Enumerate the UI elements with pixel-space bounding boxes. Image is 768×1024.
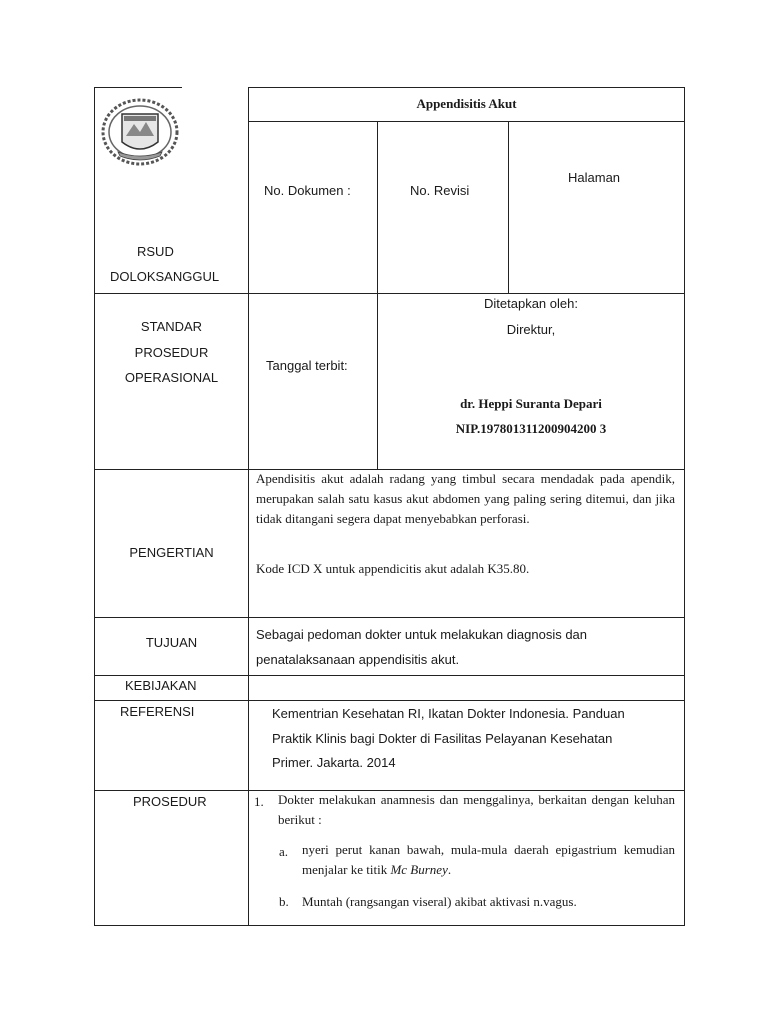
referensi-line1: Kementrian Kesehatan RI, Ikatan Dokter Indonesia. Panduan [272, 706, 625, 721]
no-revisi-label: No. Revisi [410, 183, 470, 198]
referensi-label: REFERENSI [120, 704, 195, 719]
prosedur-label: PROSEDUR [133, 794, 207, 809]
tanggal-terbit-label: Tanggal terbit: [266, 358, 348, 373]
org-name-line1: RSUD [137, 244, 174, 259]
pengertian-text: Apendisitis akut adalah radang yang timbul secara mendadak pada apendik, merupakan salah satu kasus akut abdomen yang paling sering ditemui, dan jika tidak ditangani segera dapat menyebabkan perforasi. [256, 471, 675, 526]
prosedur-item1-text: Dokter melakukan anamnesis dan menggalinya, berkaitan dengan keluhan berikut : [278, 792, 675, 827]
sop-line2: PROSEDUR [134, 345, 209, 360]
document-title: Appendisitis Akut [416, 96, 517, 111]
tujuan-line2: penatalaksanaan appendisitis akut. [256, 652, 460, 667]
sop-line1: STANDAR [140, 319, 203, 334]
referensi-line2: Praktik Klinis bagi Dokter di Fasilitas Pelayanan Kesehatan [272, 731, 613, 746]
tujuan-label: TUJUAN [145, 635, 198, 650]
kebijakan-label: KEBIJAKAN [125, 678, 197, 693]
pengertian-label: PENGERTIAN [129, 545, 214, 560]
tujuan-line1: Sebagai pedoman dokter untuk melakukan diagnosis dan [256, 627, 588, 642]
hospital-logo-emblem [100, 98, 180, 166]
direktur-label: Direktur, [506, 322, 556, 337]
halaman-label: Halaman [568, 170, 621, 185]
prosedur-item-a-label: a. [279, 844, 289, 859]
director-name: dr. Heppi Suranta Depari [460, 396, 602, 411]
prosedur-item1-number: 1. [254, 794, 264, 809]
director-nip: NIP.197801311200904200 3 [455, 421, 607, 436]
no-dokumen-label: No. Dokumen : [264, 183, 351, 198]
prosedur-item-b-text: Muntah (rangsangan viseral) akibat aktivasi n.vagus. [302, 894, 577, 909]
org-name-line2: DOLOKSANGGUL [110, 269, 220, 284]
prosedur-item-a-text: nyeri perut kanan bawah, mula-mula daerah epigastrium kemudian menjalar ke titik Mc Burney. [302, 842, 675, 877]
prosedur-item-b-label: b. [279, 894, 289, 909]
sop-line3: OPERASIONAL [124, 370, 219, 385]
ditetapkan-label: Ditetapkan oleh: [484, 296, 578, 311]
icd-code-text: Kode ICD X untuk appendicitis akut adalah K35.80. [256, 561, 530, 576]
referensi-line3: Primer. Jakarta. 2014 [272, 755, 396, 770]
